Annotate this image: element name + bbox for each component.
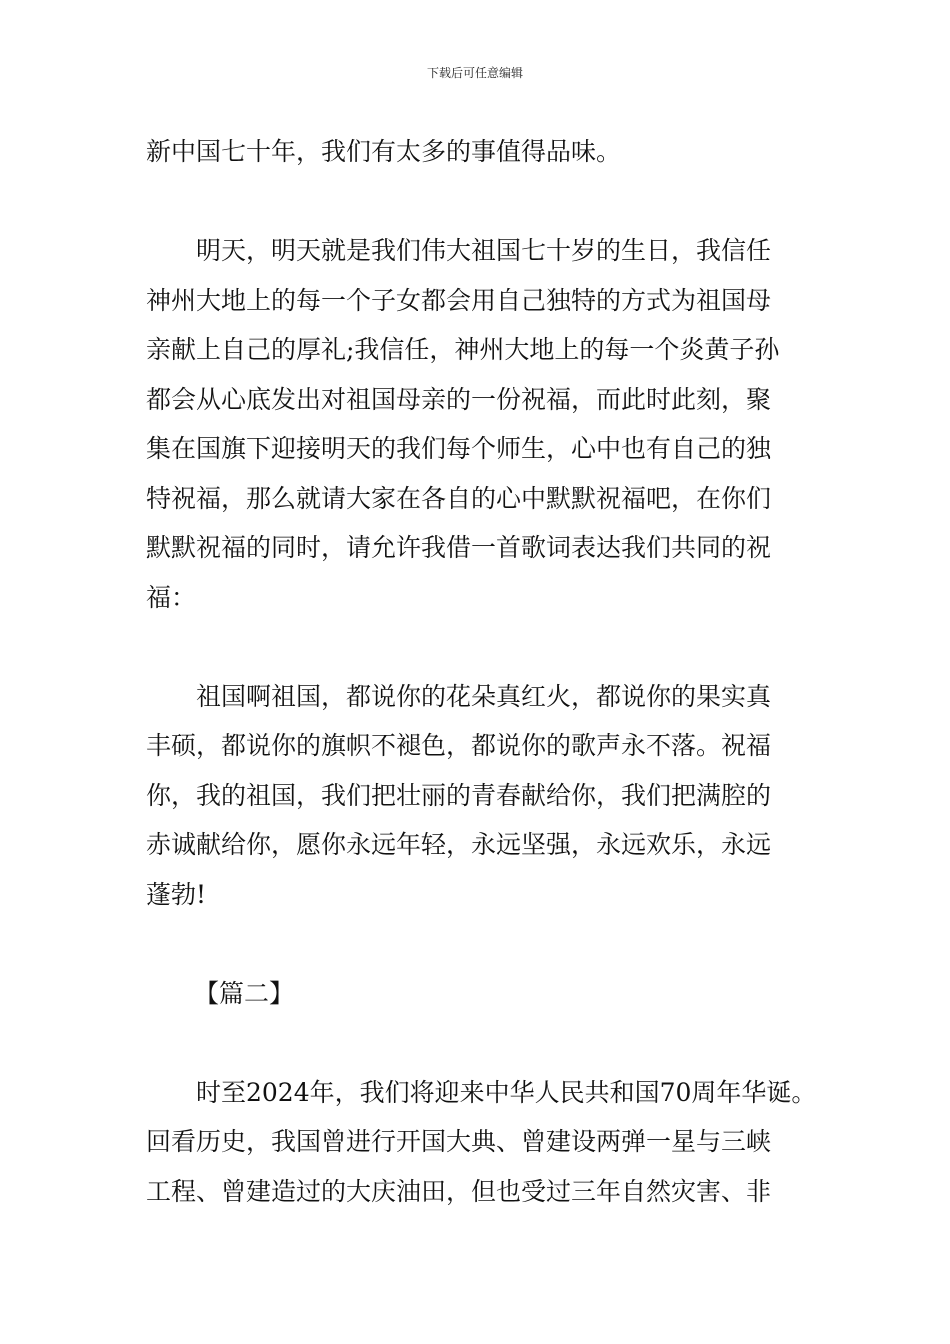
- text-line: 明天，明天就是我们伟大祖国七十岁的生日，我信任: [196, 236, 772, 265]
- text-line: 祖国啊祖国，都说你的花朵真红火，都说你的果实真: [196, 681, 772, 711]
- text-line: 赤诚献给你，愿你永远年轻，永远坚强，永远欢乐，永远: [146, 830, 772, 859]
- text-line: 默默祝福的同时，请允许我借一首歌词表达我们共同的祝: [146, 533, 772, 562]
- text-line: 都会从心底发出对祖国母亲的一份祝福，而此时此刻，聚: [146, 384, 772, 414]
- text-line: 时至2024年，我们将迎来中华人民共和国70周年华诞。: [196, 1077, 817, 1107]
- text-line: 新中国七十年，我们有太多的事值得品味。: [146, 137, 622, 166]
- page-header: 下载后可任意编辑: [426, 66, 523, 80]
- text-line: 你，我的祖国，我们把壮丽的青春献给你，我们把满腔的: [146, 780, 772, 810]
- text-line: 蓬勃!: [146, 879, 207, 909]
- text-line: 特祝福，那么就请大家在各自的心中默默祝福吧，在你们: [146, 483, 772, 513]
- text-line: 神州大地上的每一个子女都会用自己独特的方式为祖国母: [146, 285, 772, 315]
- text-line: 丰硕，都说你的旗帜不褪色，都说你的歌声永不落。祝福: [146, 731, 772, 760]
- text-line: 回看历史，我国曾进行开国大典、曾建设两弹一星与三峡: [146, 1127, 772, 1156]
- text-line: 集在国旗下迎接明天的我们每个师生，心中也有自己的独: [146, 434, 772, 463]
- text-line: 工程、曾建造过的大庆油田，但也受过三年自然灾害、非: [146, 1176, 772, 1206]
- document-body: [146, 127, 826, 1216]
- text-line: 福：: [146, 582, 197, 612]
- text-line: 亲献上自己的厚礼;我信任，神州大地上的每一个炎黄子孙: [146, 335, 780, 364]
- section-heading: 【篇二】: [194, 978, 295, 1008]
